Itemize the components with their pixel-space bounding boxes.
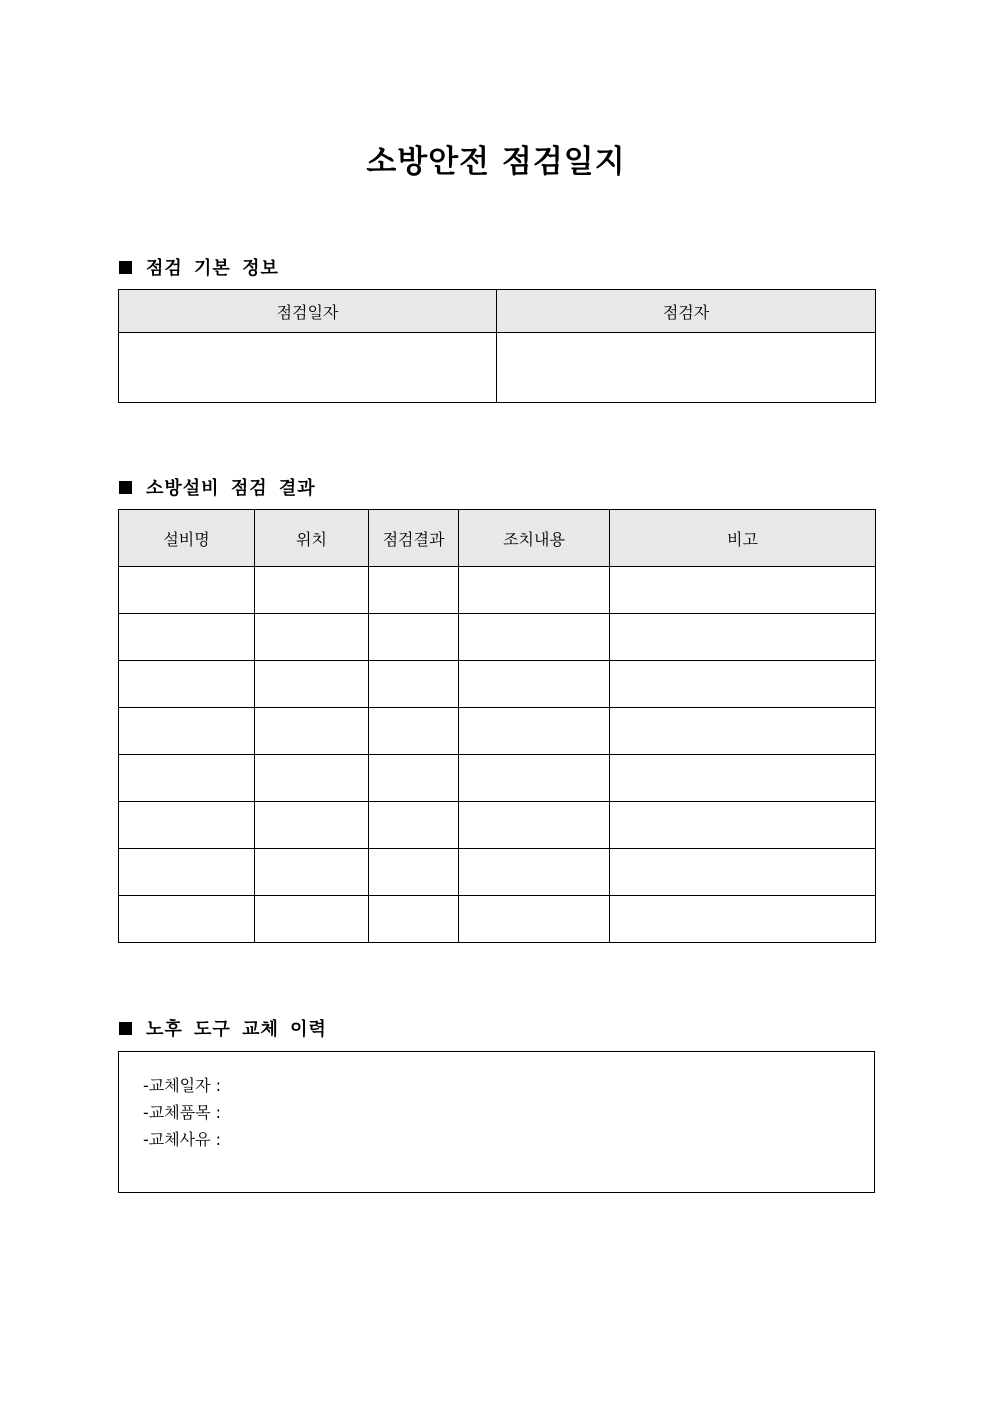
section-heading-replacement-history <box>119 1015 327 1041</box>
equipment-results-table <box>118 509 876 943</box>
section-heading-label: 소방설비 점검 결과 <box>146 478 316 499</box>
table-row <box>119 708 876 755</box>
table-cell[interactable] <box>369 802 459 849</box>
document-title: 소방안전 점검일지 <box>366 144 626 180</box>
replacement-date-line: -교체일자 : <box>143 1076 222 1095</box>
table-cell[interactable] <box>369 614 459 661</box>
table-cell[interactable] <box>119 614 255 661</box>
header-cell-equipment-name: 설비명 <box>119 510 255 567</box>
replacement-item-line: -교체품목 : <box>143 1103 222 1122</box>
inspection-date-field[interactable] <box>119 333 497 403</box>
header-cell-inspector: 점검자 <box>497 290 876 333</box>
table-cell[interactable] <box>610 614 876 661</box>
table-cell[interactable] <box>255 614 369 661</box>
table-cell[interactable] <box>610 802 876 849</box>
table-row <box>119 614 876 661</box>
table-cell[interactable] <box>119 849 255 896</box>
basic-info-table <box>118 289 876 403</box>
table-cell[interactable] <box>610 849 876 896</box>
table-cell[interactable] <box>119 755 255 802</box>
table-cell[interactable] <box>119 567 255 614</box>
section-heading-basic-info <box>119 254 279 280</box>
table-row <box>119 896 876 943</box>
table-row <box>119 661 876 708</box>
table-cell[interactable] <box>119 896 255 943</box>
table-cell[interactable] <box>459 614 610 661</box>
section-heading-label: 노후 도구 교체 이력 <box>146 1019 327 1040</box>
table-cell[interactable] <box>459 755 610 802</box>
table-cell[interactable] <box>255 896 369 943</box>
table-row <box>119 802 876 849</box>
table-cell[interactable] <box>369 661 459 708</box>
table-cell[interactable] <box>369 896 459 943</box>
table-cell[interactable] <box>369 567 459 614</box>
table-cell[interactable] <box>369 755 459 802</box>
table-cell[interactable] <box>610 661 876 708</box>
table-cell[interactable] <box>255 708 369 755</box>
table-cell[interactable] <box>459 802 610 849</box>
table-cell[interactable] <box>119 661 255 708</box>
table-cell[interactable] <box>459 849 610 896</box>
replacement-history-box[interactable] <box>118 1051 875 1193</box>
table-header-row <box>119 510 876 567</box>
table-cell[interactable] <box>255 661 369 708</box>
table-cell[interactable] <box>610 755 876 802</box>
table-cell[interactable] <box>459 567 610 614</box>
table-cell[interactable] <box>119 802 255 849</box>
table-cell[interactable] <box>255 755 369 802</box>
table-cell[interactable] <box>610 896 876 943</box>
header-cell-inspection-result: 점검결과 <box>369 510 459 567</box>
table-row <box>119 567 876 614</box>
table-cell[interactable] <box>255 567 369 614</box>
header-cell-location: 위치 <box>255 510 369 567</box>
table-cell[interactable] <box>369 849 459 896</box>
section-heading-label: 점검 기본 정보 <box>146 258 279 279</box>
square-bullet-icon <box>119 1022 132 1035</box>
table-cell[interactable] <box>255 802 369 849</box>
table-cell[interactable] <box>459 708 610 755</box>
table-row <box>119 849 876 896</box>
table-cell[interactable] <box>610 567 876 614</box>
square-bullet-icon <box>119 261 132 274</box>
table-row <box>119 333 876 403</box>
table-cell[interactable] <box>255 849 369 896</box>
header-cell-action-taken: 조치내용 <box>459 510 610 567</box>
table-cell[interactable] <box>119 708 255 755</box>
table-cell[interactable] <box>610 708 876 755</box>
table-row <box>119 755 876 802</box>
header-cell-remarks: 비고 <box>610 510 876 567</box>
header-cell-inspection-date: 점검일자 <box>119 290 497 333</box>
replacement-reason-line: -교체사유 : <box>143 1130 222 1149</box>
table-cell[interactable] <box>459 896 610 943</box>
table-header-row <box>119 290 876 333</box>
square-bullet-icon <box>119 481 132 494</box>
inspector-field[interactable] <box>497 333 876 403</box>
table-cell[interactable] <box>459 661 610 708</box>
section-heading-equipment-results <box>119 474 316 500</box>
table-cell[interactable] <box>369 708 459 755</box>
